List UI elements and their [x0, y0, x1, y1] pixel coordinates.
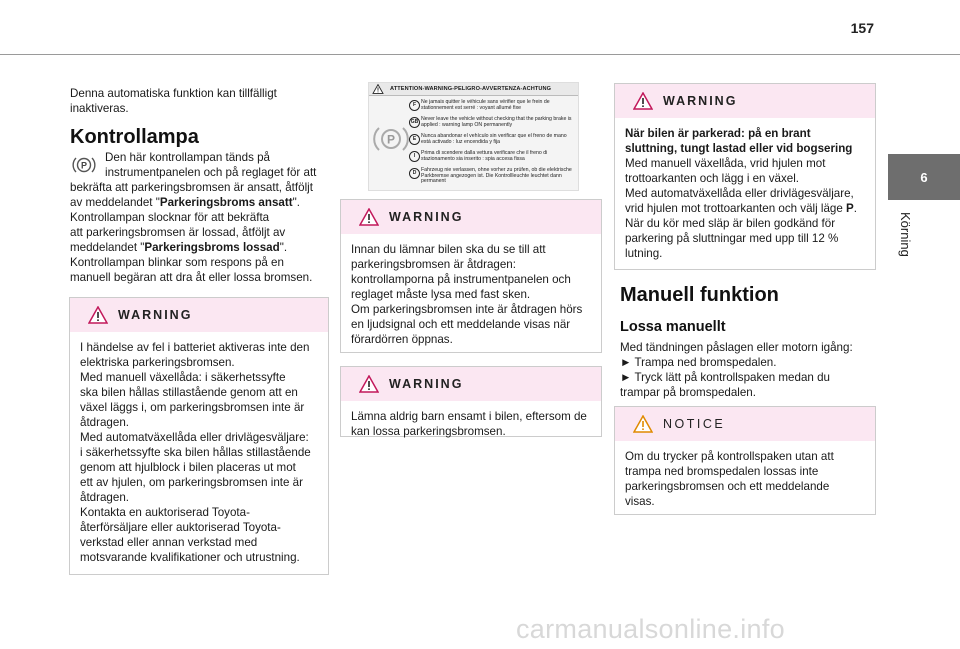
step-line: ► Trampa ned bromspedalen. [620, 356, 777, 369]
warning-box-slope [614, 83, 876, 270]
warning-line: förardörren öppnas. [351, 333, 453, 346]
warning-title: WARNING [118, 308, 193, 322]
intro-line: inaktiveras. [70, 102, 129, 115]
warning-triangle-icon [359, 208, 379, 226]
lang-code: GB [409, 117, 420, 128]
lamp-line [70, 240, 332, 255]
warning-line: Kontakta en auktoriserad Toyota- [80, 506, 250, 519]
label-row-text: Fahrzeug nie verlassen, ohne vorher zu prüfen, ob die elektrische Parkbremse angezogen ist. Die Kontrollleuchte leuchtet dann permanent [421, 167, 572, 184]
release-steps [620, 340, 880, 400]
lamp-text: ". [279, 241, 288, 254]
warning-box-battery [69, 297, 329, 575]
warning-body [615, 118, 875, 269]
lamp-line: Den här kontrollampan tänds på [105, 151, 270, 164]
label-row-text: Ne jamais quitter le véhicule sans vérifier que le frein de stationnement est serré : voyant allumé fixe [421, 99, 550, 111]
warning-triangle-icon [88, 306, 108, 324]
step-line: ► Tryck lätt på kontrollspaken medan du [620, 371, 830, 384]
warning-line: parkeringsbromsen är åtdragen: [351, 258, 516, 271]
warning-line: en ljudsignal och ett meddelande visas när [351, 318, 571, 331]
chapter-tab[interactable] [888, 154, 960, 200]
svg-text:P: P [80, 160, 88, 171]
warning-line: Med manuell växellåda: i säkerhetssyfte [80, 371, 286, 384]
label-row-e [412, 133, 572, 145]
watermark: carmanualsonline.info [516, 614, 785, 644]
lang-code: E [409, 134, 420, 145]
label-header-strip [369, 83, 578, 96]
warning-line: När du kör med släp är bilen godkänd för [625, 217, 836, 230]
warning-line: återförsäljare eller auktoriserad Toyota- [80, 521, 281, 534]
label-row-f [412, 99, 572, 111]
section-heading-kontrollampa: Kontrollampa [70, 126, 199, 148]
warning-line: motsvarande kvalifikationer och utrustning. [80, 551, 300, 564]
warning-line: Lämna aldrig barn ensamt i bilen, eftersom de [351, 410, 587, 423]
message-parkeringsbroms-lossad: Parkeringsbroms lossad [144, 241, 280, 254]
notice-line: parkeringsbromsen och ett meddelande [625, 480, 830, 493]
notice-body [615, 441, 875, 517]
warning-bold-line: sluttning, tungt lastad eller vid bogsering [625, 142, 853, 155]
lamp-line: Kontrollampan blinkar som respons på en [70, 256, 284, 269]
notice-line: trampa ned bromspedalen lossas inte [625, 465, 819, 478]
warning-line: ett av hjulen, om parkeringsbromsen inte är [80, 476, 303, 489]
warning-line: Med automatväxellåda eller drivlägesväljare: [80, 431, 309, 444]
warning-box-leaving-car [340, 199, 602, 353]
warning-line: reglaget måste lysa med fast sken. [351, 288, 531, 301]
notice-line: Om du trycker på kontrollspaken utan att [625, 450, 834, 463]
notice-header [615, 407, 875, 441]
section-heading-manuell-funktion: Manuell funktion [620, 284, 779, 306]
warning-line: åtdragen. [80, 491, 129, 504]
warning-line: kontrollamporna på instrumentpanelen och [351, 273, 571, 286]
warning-body [70, 332, 328, 573]
warning-triangle-icon [359, 375, 379, 393]
label-row-text: Never leave the vehicle without checking that the parking brake is applied : warning lamp ON permanently [421, 116, 572, 128]
notice-title: NOTICE [663, 417, 726, 431]
lamp-text: meddelandet " [70, 241, 145, 254]
warning-line: elektriska parkeringsbromsen. [80, 356, 235, 369]
warning-line: lutning. [625, 247, 663, 260]
warning-text: vrid hjulen mot trottoarkanten och välj läge [625, 202, 847, 215]
intro-text [70, 86, 330, 116]
chapter-title: Körning [898, 212, 913, 257]
warning-line: verkstad eller annan verkstad med [80, 536, 258, 549]
header-rule [0, 54, 960, 55]
warning-body [341, 401, 601, 447]
lamp-text: av meddelandet " [70, 196, 160, 209]
warning-line: Med manuell växellåda, vrid hjulen mot [625, 157, 826, 170]
warning-header [341, 200, 601, 234]
label-row-text: Prima di scendere dalla vettura verificare che il freno di stazionamento sia inserito : spia accesa fissa [421, 150, 548, 162]
label-row-text: Nunca abandonar el vehículo sin verificar que el freno de mano está activado : luz encendida y fija [421, 133, 567, 145]
page-number: 157 [850, 20, 874, 36]
svg-text:P: P [386, 132, 396, 147]
intro-line: Denna automatiska funktion kan tillfälligt [70, 87, 277, 100]
warning-title: WARNING [389, 377, 464, 391]
warning-title: WARNING [389, 210, 464, 224]
warning-body [341, 234, 601, 355]
warning-line: Om parkeringsbromsen inte är åtdragen hörs [351, 303, 583, 316]
subheading-lossa-manuellt: Lossa manuellt [620, 319, 726, 335]
warning-line: I händelse av fel i batteriet aktiveras inte den [80, 341, 310, 354]
warning-line: parkering på sluttningar med upp till 12 % [625, 232, 839, 245]
warning-header [341, 367, 601, 401]
warning-line: växel läggs i, om parkeringsbromsen inte är [80, 401, 305, 414]
warning-line: i säkerhetssyfte ska bilen hållas stillastående [80, 446, 311, 459]
chapter-number: 6 [920, 169, 928, 185]
message-parkeringsbroms-ansatt: Parkeringsbroms ansatt [159, 196, 293, 209]
warning-header [70, 298, 328, 332]
warning-line: kan lossa parkeringsbromsen. [351, 425, 506, 438]
warning-triangle-icon [633, 92, 653, 110]
notice-triangle-icon [633, 415, 653, 433]
lamp-description [70, 150, 332, 285]
lamp-line: instrumentpanelen och på reglaget för att [105, 166, 317, 179]
warning-text: . [853, 202, 858, 215]
warning-line: trottoarkanten och lägg i en växel. [625, 172, 800, 185]
label-parking-brake-icon [373, 123, 409, 155]
lamp-line: bekräfta att parkeringsbromsen är ansatt, åtföljt [70, 181, 313, 194]
lamp-text: ". [292, 196, 300, 209]
warning-header [615, 84, 875, 118]
label-header-text: ATTENTION-WARNING-PELIGRO-AVVERTENZA-ACHTUNG [390, 86, 552, 92]
warning-line [625, 201, 865, 216]
lamp-line: manuell begäran att dra åt eller lossa bromsen. [70, 271, 313, 284]
label-row-i [413, 150, 572, 162]
gear-position-p: P [846, 202, 854, 215]
warning-line: Med automatväxellåda eller drivlägesväljare, [625, 187, 854, 200]
notice-box [614, 406, 876, 515]
warning-line: åtdragen. [80, 416, 129, 429]
parking-brake-warning-label-image [368, 82, 579, 191]
notice-line: visas. [625, 495, 655, 508]
lamp-line [70, 195, 332, 210]
warning-title: WARNING [663, 94, 738, 108]
step-line: Med tändningen påslagen eller motorn igång: [620, 341, 853, 354]
warning-line: genom att hjulblock i bilen placeras ut mot [80, 461, 296, 474]
lang-code: D [409, 168, 420, 179]
lamp-line: att parkeringsbromsen är lossad, åtföljt av [70, 226, 286, 239]
lamp-line: Kontrollampan slocknar för att bekräfta [70, 211, 270, 224]
label-warning-icon [372, 84, 384, 94]
lang-code: F [409, 100, 420, 111]
label-row-d [412, 167, 572, 186]
lang-code: I [409, 151, 420, 162]
label-row-gb [410, 116, 572, 128]
step-line: trampar på bromspedalen. [620, 386, 756, 399]
warning-bold-line: När bilen är parkerad: på en brant [625, 127, 811, 140]
warning-box-children [340, 366, 602, 437]
warning-line: ska bilen hållas stillastående genom att en [80, 386, 298, 399]
warning-line: Innan du lämnar bilen ska du se till att [351, 243, 546, 256]
